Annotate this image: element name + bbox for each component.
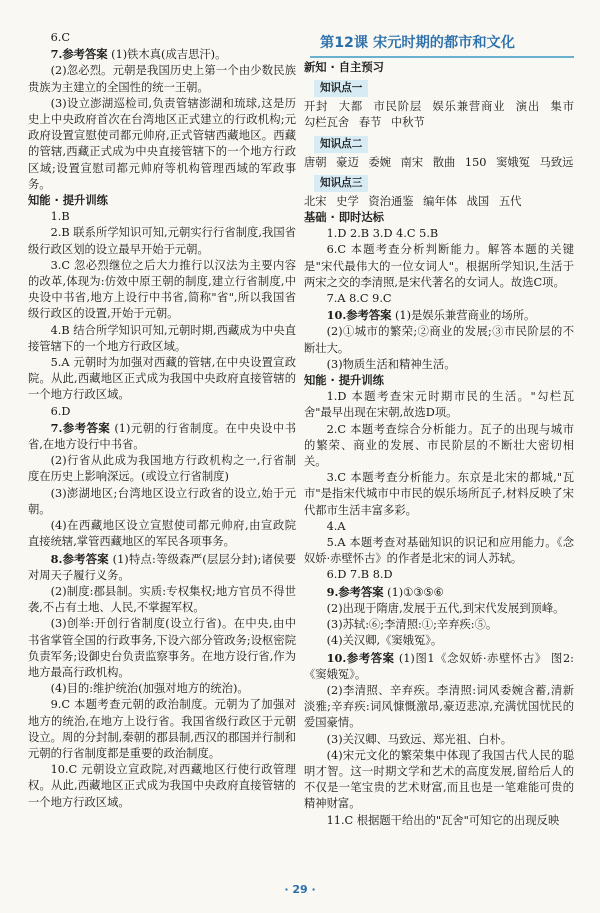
answer-line: 11.C 根据题干给出的"瓦舍"可知它的出现反映 <box>326 813 560 827</box>
answer-line: 7.参考答案 (1)铁木真(成吉思汗)。 <box>50 47 227 62</box>
answer-line: (4)目的:维护统治(加强对地方的统治)。 <box>50 682 249 696</box>
answer-line: 6.D <box>50 404 71 418</box>
answer-line: 8.参考答案 (1)特点:等级森严(层层分封);诸侯要对周天子履行义务。 <box>28 551 296 582</box>
right-answers <box>304 210 574 829</box>
answer-line: (2)出现于隋唐,发展于五代,到宋代发展到顶峰。 <box>326 601 565 615</box>
answer-line: 4.B 结合所学知识可知,元朝时期,西藏成为中央直接管辖下的一个地方行政区域。 <box>28 323 296 353</box>
answer-line: 6.C <box>50 31 71 44</box>
answer-line: 7.参考答案 (1)元朝的行省制度。在中央设中书省,在地方设行中书省。 <box>28 420 296 452</box>
answer-line: (4)宋元文化的繁荣集中体现了我国古代人民的聪明才智。这一时期文学和艺术的高度发展,留给后人的不仅是一笔宝贵的艺术财富,而且也是一笔难能可贵的精神财富。 <box>304 748 574 811</box>
section-heading: 知能 · 提升训练 <box>304 374 384 388</box>
knowledge-point-3-label: 知识点三 <box>314 175 368 192</box>
answer-line: 10.参考答案 (1)是娱乐兼营商业的场所。 <box>326 308 536 323</box>
answer-line: (2)制度:郡县制。实质:专权集权;地方官员不得世袭,不占有土地、人民,不掌握军权。 <box>28 584 296 615</box>
answer-line: 3.C 本题考查分析能力。东京是北宋的都城,"瓦市"是指宋代城市中市民的娱乐场所瓦子,材料反映了宋代都市生活丰富多彩。 <box>304 471 574 517</box>
answer-line: 1.D 2.B 3.D 4.C 5.B <box>326 227 439 241</box>
knowledge-point-1-label: 知识点一 <box>314 80 368 97</box>
knowledge-point-1-answers: 开封 大都 市民阶层 娱乐兼营商业 演出 集市 勾栏瓦舍 春节 中秋节 <box>304 100 574 130</box>
answer-line: 5.A 元朝时为加强对西藏的管辖,在中央设置宣政院。从此,西藏地区正式成为我国中央政府直接管辖的一个地方行政区域。 <box>28 356 296 402</box>
answer-line: (3)物质生活和精神生活。 <box>326 357 456 371</box>
answer-line: (4)在西藏地区设立宣慰使司都元帅府,由宣政院直接统辖,掌管西藏地区的军民各项事务。 <box>28 519 296 549</box>
knowledge-point-2-label: 知识点二 <box>314 136 368 153</box>
knowledge-point-2-answers: 唐朝 豪迈 委婉 南宋 散曲 150 窦娥冤 马致远 <box>304 155 574 169</box>
answer-line: (4)关汉卿,《窦娥冤》。 <box>326 634 443 648</box>
answer-line: 9.C 本题考查元朝的政治制度。元朝为了加强对地方的统治,在地方上设行省。我国省级行政区于元朝设立。周的分封制,秦朝的郡县制,西汉的郡国并行制和元朝的行省制度都是重要的政治制度。 <box>28 698 296 760</box>
answer-line: 6.D 7.B 8.D <box>326 568 393 582</box>
knowledge-point-3-answers: 北宋 史学 资治通鉴 编年体 战国 五代 <box>304 194 522 208</box>
answer-line: (3)关汉卿、马致远、郑光祖、白朴。 <box>326 732 513 746</box>
right-column <box>304 30 574 829</box>
answer-line: 6.C 本题考查分析判断能力。解答本题的关键是"宋代最伟大的一位女词人"。根据所学知识,生活于两宋之交的李清照,是宋代著名的女词人。故选C项。 <box>304 243 574 289</box>
section-heading: 知能 · 提升训练 <box>28 194 108 208</box>
answer-line: (2)行省从此成为我国地方行政机构之一,行省制度在历史上影响深远。(或设立行省制度) <box>28 454 296 484</box>
answer-line: 7.A 8.C 9.C <box>326 292 392 306</box>
answer-line: 4.A <box>326 519 346 533</box>
answer-line: (3)澎湖地区;台湾地区设立行政省的设立,始于元朝。 <box>28 486 296 516</box>
answer-line: (2)①城市的繁荣;②商业的发展;③市民阶层的不断壮大。 <box>304 325 574 355</box>
answer-line: 10.C 元朝设立宣政院,对西藏地区行使行政管理权。从此,西藏地区正式成为我国中央政府直接管辖的一个地方行政区域。 <box>28 763 296 809</box>
answer-line: 1.D 本题考查宋元时期市民的生活。"勾栏瓦舍"最早出现在宋朝,故选D项。 <box>304 390 574 420</box>
section-heading: 基础 · 即时达标 <box>304 211 384 225</box>
answer-line: 3.C 忽必烈继位之后大力推行以汉法为主要内容的改革,体现为:仿效中原王朝的制度,建立行省制度,中央设中书省,地方上设行中书省,简称"省",所以我国省级行政区的设置,开始于元朝。 <box>28 258 296 321</box>
answer-line: (2)忽必烈。元朝是我国历史上第一个由少数民族贵族为主建立的全国性的统一王朝。 <box>28 64 296 94</box>
lesson-title: 第12课 宋元时期的都市和文化 <box>310 30 574 58</box>
answer-line: 2.B 联系所学知识可知,元朝实行行省制度,我国省级行政区划的设立最早开始于元朝。 <box>28 226 296 256</box>
answer-line: (3)苏轼:⑥;李清照:①;辛弃疾:⑤。 <box>326 618 498 632</box>
answer-line: 2.C 本题考查综合分析能力。瓦子的出现与城市的繁荣、商业的发展、市民阶层的不断壮大密切相关。 <box>304 422 574 469</box>
answer-line: (3)设立澎湖巡检司,负责管辖澎湖和琉球,这是历史上中央政府首次在台湾地区正式建立的行政机构;元政府设置宣慰使司都元帅府,正式管辖西藏地区。西藏的管辖,西藏正式成为中央直接管辖下的一个地方行政区域;设置宣慰司都元帅府等机构管理西域的军政事务。 <box>28 96 296 191</box>
answer-line: (2)李清照、辛弃疾。李清照:词风委婉含蓄,清新淡雅;辛弃疾:词风慷慨激昂,豪迈悲凉,充满忧国忧民的爱国豪情。 <box>304 683 574 730</box>
page-number: · 29 · <box>284 883 316 896</box>
answer-line: 10.参考答案 (1)图1《念奴娇·赤壁怀古》 图2:《窦娥冤》。 <box>304 650 574 681</box>
left-column <box>28 30 296 811</box>
answer-line: 9.参考答案 (1)①③⑤⑥ <box>326 584 444 599</box>
section-heading-preview: 新知 · 自主预习 <box>304 61 384 74</box>
answer-line: 1.B <box>50 210 70 224</box>
answer-line: (3)创举:开创行省制度(设立行省)。在中央,由中书省掌管全国的行政事务,下设六部分管政务;设枢密院负责军务;设御史台负责监察事务。在地方设行省,作为地方最高行政机构。 <box>28 617 296 679</box>
answer-line: 5.A 本题考查对基础知识的识记和应用能力。《念奴娇·赤壁怀古》的作者是北宋的词人苏轼。 <box>304 536 574 566</box>
